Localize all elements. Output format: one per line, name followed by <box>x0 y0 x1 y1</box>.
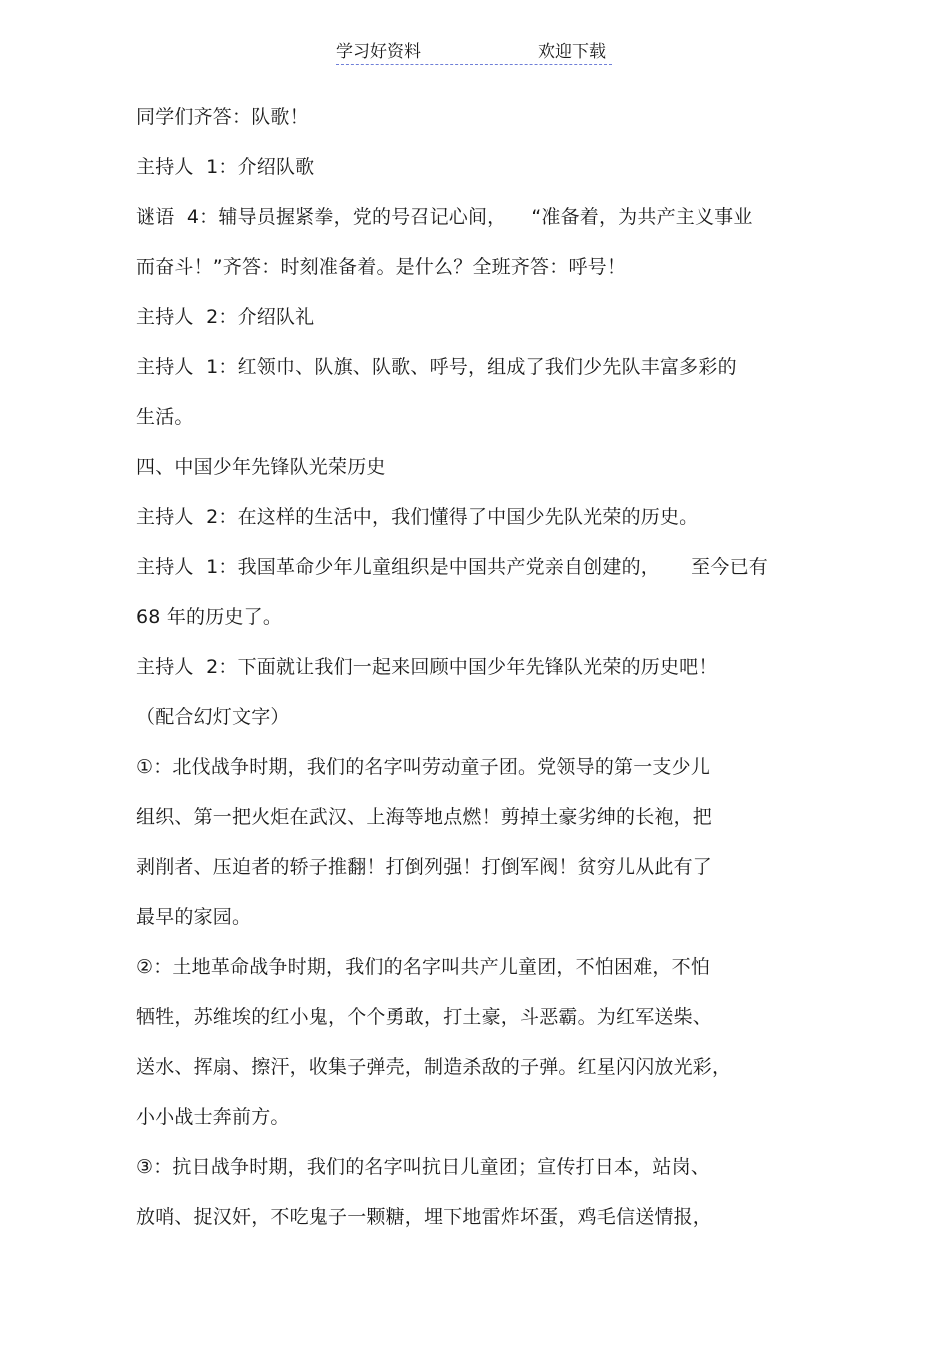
header-right-text: 欢迎下载 <box>538 42 606 62</box>
text-line: 68 年的历史了。 <box>136 606 283 628</box>
text-line: 主持人 2：下面就让我们一起来回顾中国少年先锋队光荣的历史吧！ <box>136 656 718 678</box>
page-header <box>336 40 612 65</box>
header-left-text: 学习好资料 <box>336 42 421 62</box>
text-line: （配合幻灯文字） <box>136 706 290 728</box>
text-line: 剥削者、压迫者的轿子推翻！打倒列强！打倒军阀！贫穷儿从此有了 <box>136 856 713 878</box>
document-body <box>136 92 836 1242</box>
text-line: 主持人 2：在这样的生活中，我们懂得了中国少先队光荣的历史。 <box>136 506 699 528</box>
text-line: 放哨、捉汉奸，不吃鬼子一颗糖，埋下地雷炸坏蛋，鸡毛信送情报， <box>136 1206 713 1228</box>
text-line: 最早的家园。 <box>136 906 252 928</box>
text-line: 送水、挥扇、擦汗，收集子弹壳，制造杀敌的子弹。红星闪闪放光彩， <box>136 1056 732 1078</box>
text-line: 主持人 1：介绍队歌 <box>136 156 315 178</box>
text-line: 主持人 2：介绍队礼 <box>136 306 315 328</box>
text-line: 主持人 1：红领巾、队旗、队歌、呼号，组成了我们少先队丰富多彩的 <box>136 356 737 378</box>
text-line: 组织、第一把火炬在武汉、上海等地点燃！剪掉土豪劣绅的长袍，把 <box>136 806 713 828</box>
text-line: 生活。 <box>136 406 194 428</box>
text-line: 牺牲，苏维埃的红小鬼，个个勇敢，打土豪，斗恶霸。为红军送柴、 <box>136 1006 713 1028</box>
text-line: 谜语 4：辅导员握紧拳，党的号召记心间， “准备着，为共产主义事业 <box>136 206 753 228</box>
text-line: ①：北伐战争时期，我们的名字叫劳动童子团。党领导的第一支少儿 <box>136 756 711 778</box>
text-line: 主持人 1：我国革命少年儿童组织是中国共产党亲自创建的， 至今已有 <box>136 556 768 578</box>
text-line: 而奋斗！”齐答：时刻准备着。是什么？全班齐答：呼号！ <box>136 256 627 278</box>
text-line: 同学们齐答：队歌！ <box>136 106 309 128</box>
text-line: ③：抗日战争时期，我们的名字叫抗日儿童团；宣传打日本，站岗、 <box>136 1156 711 1178</box>
text-line: 小小战士奔前方。 <box>136 1106 290 1128</box>
section-heading: 四、中国少年先锋队光荣历史 <box>136 456 386 478</box>
text-line: ②：土地革命战争时期，我们的名字叫共产儿童团，不怕困难，不怕 <box>136 956 711 978</box>
